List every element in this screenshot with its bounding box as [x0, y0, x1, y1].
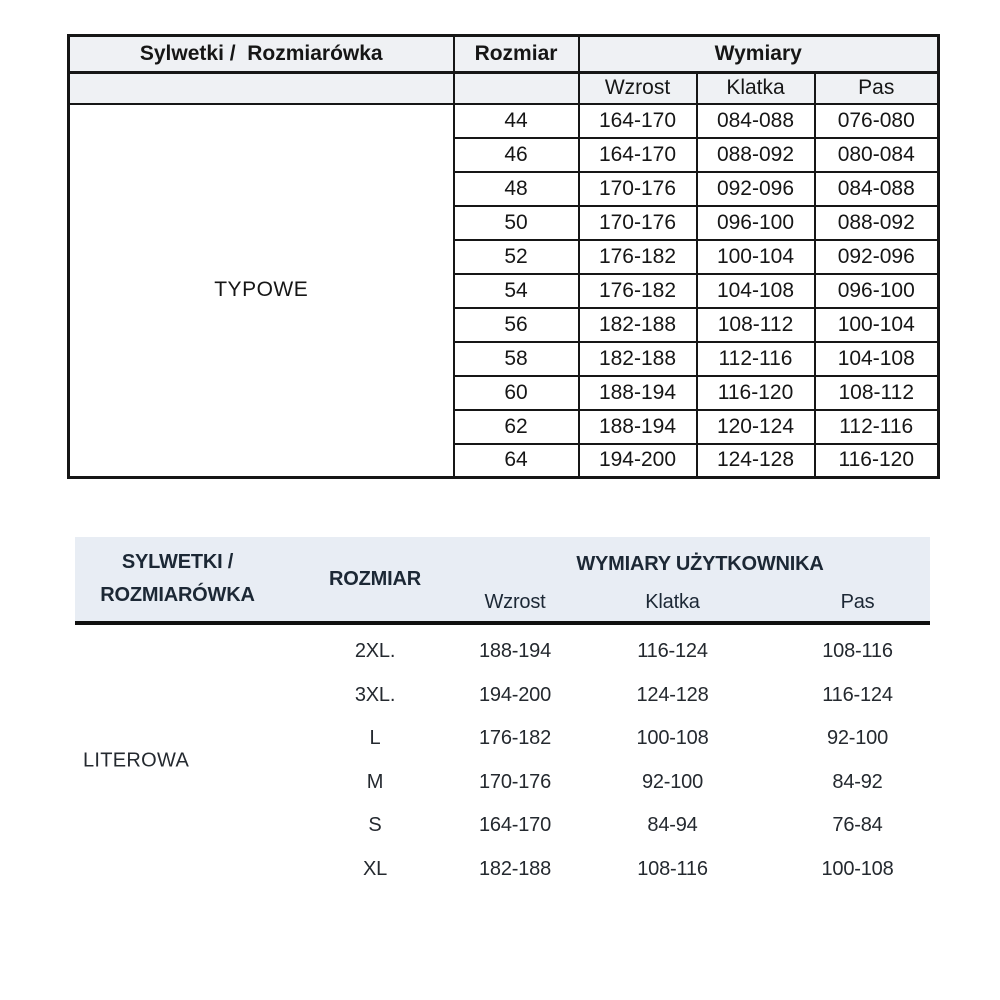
cell-klatka: 112-116	[697, 342, 815, 376]
cell-pas: 100-108	[821, 857, 894, 880]
cell-pas: 108-116	[822, 640, 893, 663]
cell-wzrost: 164-170	[479, 814, 551, 837]
cell-pas: 096-100	[815, 274, 939, 308]
cell-size: 60	[454, 376, 579, 410]
cell-pas: 076-080	[815, 104, 939, 138]
cell-pas: 092-096	[815, 240, 939, 274]
cell-klatka: 124-128	[697, 444, 815, 478]
cell-pas: 116-124	[822, 683, 893, 706]
header-measures: WYMIARY UŻYTKOWNIKA	[576, 552, 824, 575]
cell-size: 3XL.	[354, 683, 396, 706]
cell-size: 54	[454, 274, 579, 308]
header-size: ROZMIAR	[329, 567, 421, 590]
cell-pas: 088-092	[815, 206, 939, 240]
cell-wzrost: 188-194	[579, 410, 697, 444]
cell-klatka: 088-092	[697, 138, 815, 172]
cell-klatka: 120-124	[697, 410, 815, 444]
cell-size: 62	[454, 410, 579, 444]
cell-klatka: 084-088	[697, 104, 815, 138]
cell-wzrost: 164-170	[579, 104, 697, 138]
cell-klatka: 92-100	[641, 770, 704, 793]
cell-size: 52	[454, 240, 579, 274]
cell-size: 64	[454, 444, 579, 478]
cell-pas: 084-088	[815, 172, 939, 206]
group-label-literowa: LITEROWA	[83, 749, 190, 771]
cell-klatka: 116-124	[637, 640, 708, 663]
cell-size: 44	[454, 104, 579, 138]
typowe-header-row	[69, 36, 939, 73]
cell-klatka: 096-100	[697, 206, 815, 240]
header-divider	[75, 621, 930, 625]
cell-pas: 84-92	[832, 770, 883, 793]
cell-wzrost: 194-200	[479, 683, 551, 706]
header-measures: Wymiary	[579, 36, 939, 73]
table-row	[75, 717, 930, 761]
cell-pas: 108-112	[815, 376, 939, 410]
cell-wzrost: 194-200	[579, 444, 697, 478]
cell-wzrost: 182-188	[579, 342, 697, 376]
table-row	[75, 804, 930, 848]
cell-wzrost: 176-182	[579, 240, 697, 274]
header-silhouette-line1: SYLWETKI /	[121, 551, 234, 573]
cell-wzrost: 164-170	[579, 138, 697, 172]
cell-klatka: 108-112	[697, 308, 815, 342]
cell-size: 56	[454, 308, 579, 342]
table-row	[75, 848, 930, 892]
cell-wzrost: 170-176	[579, 206, 697, 240]
literowa-size-table	[75, 537, 930, 891]
literowa-body	[75, 630, 930, 891]
cell-wzrost: 182-188	[579, 308, 697, 342]
cell-pas: 116-120	[815, 444, 939, 478]
empty-header-cell	[454, 73, 579, 104]
header-silhouette	[75, 537, 280, 621]
cell-pas: 104-108	[815, 342, 939, 376]
cell-size: XL	[362, 857, 388, 880]
cell-pas: 100-104	[815, 308, 939, 342]
cell-size: 46	[454, 138, 579, 172]
cell-klatka: 092-096	[697, 172, 815, 206]
cell-wzrost: 170-176	[579, 172, 697, 206]
subheader-chest: Klatka	[697, 73, 815, 104]
cell-klatka: 116-120	[697, 376, 815, 410]
subheader-waist: Pas	[840, 590, 875, 613]
cell-wzrost: 182-188	[479, 857, 551, 880]
cell-klatka: 104-108	[697, 274, 815, 308]
cell-size: 2XL.	[354, 640, 396, 663]
cell-pas: 76-84	[832, 814, 883, 837]
subheader-chest: Klatka	[645, 590, 700, 613]
table-row	[75, 630, 930, 674]
cell-wzrost: 176-182	[579, 274, 697, 308]
cell-wzrost: 176-182	[479, 727, 551, 750]
cell-pas: 080-084	[815, 138, 939, 172]
typowe-size-table	[67, 34, 940, 479]
cell-size: S	[368, 814, 382, 837]
subheader-height: Wzrost	[579, 73, 697, 104]
cell-size: 58	[454, 342, 579, 376]
cell-size: 48	[454, 172, 579, 206]
group-label-typowe: TYPOWE	[69, 104, 454, 478]
cell-klatka: 100-108	[636, 727, 709, 750]
cell-pas: 112-116	[815, 410, 939, 444]
header-silhouette-line2: ROZMIARÓWKA	[100, 584, 255, 606]
subheader-height: Wzrost	[484, 590, 546, 613]
cell-pas: 92-100	[826, 727, 889, 750]
header-size: Rozmiar	[454, 36, 579, 73]
cell-klatka: 100-104	[697, 240, 815, 274]
cell-wzrost: 188-194	[579, 376, 697, 410]
subheader-waist: Pas	[815, 73, 939, 104]
cell-klatka: 124-128	[636, 683, 709, 706]
table-row	[69, 104, 939, 138]
empty-header-cell	[69, 73, 454, 104]
cell-size: 50	[454, 206, 579, 240]
cell-klatka: 108-116	[637, 857, 708, 880]
typowe-subheader-row	[69, 73, 939, 104]
cell-size: M	[366, 770, 384, 793]
header-silhouette: Sylwetki / Rozmiarówka	[69, 36, 454, 73]
cell-wzrost: 170-176	[479, 770, 551, 793]
table-row	[75, 761, 930, 805]
cell-wzrost: 188-194	[479, 640, 551, 663]
cell-size: L	[369, 727, 381, 750]
literowa-header	[75, 537, 930, 621]
cell-klatka: 84-94	[647, 814, 698, 837]
table-row	[75, 674, 930, 718]
